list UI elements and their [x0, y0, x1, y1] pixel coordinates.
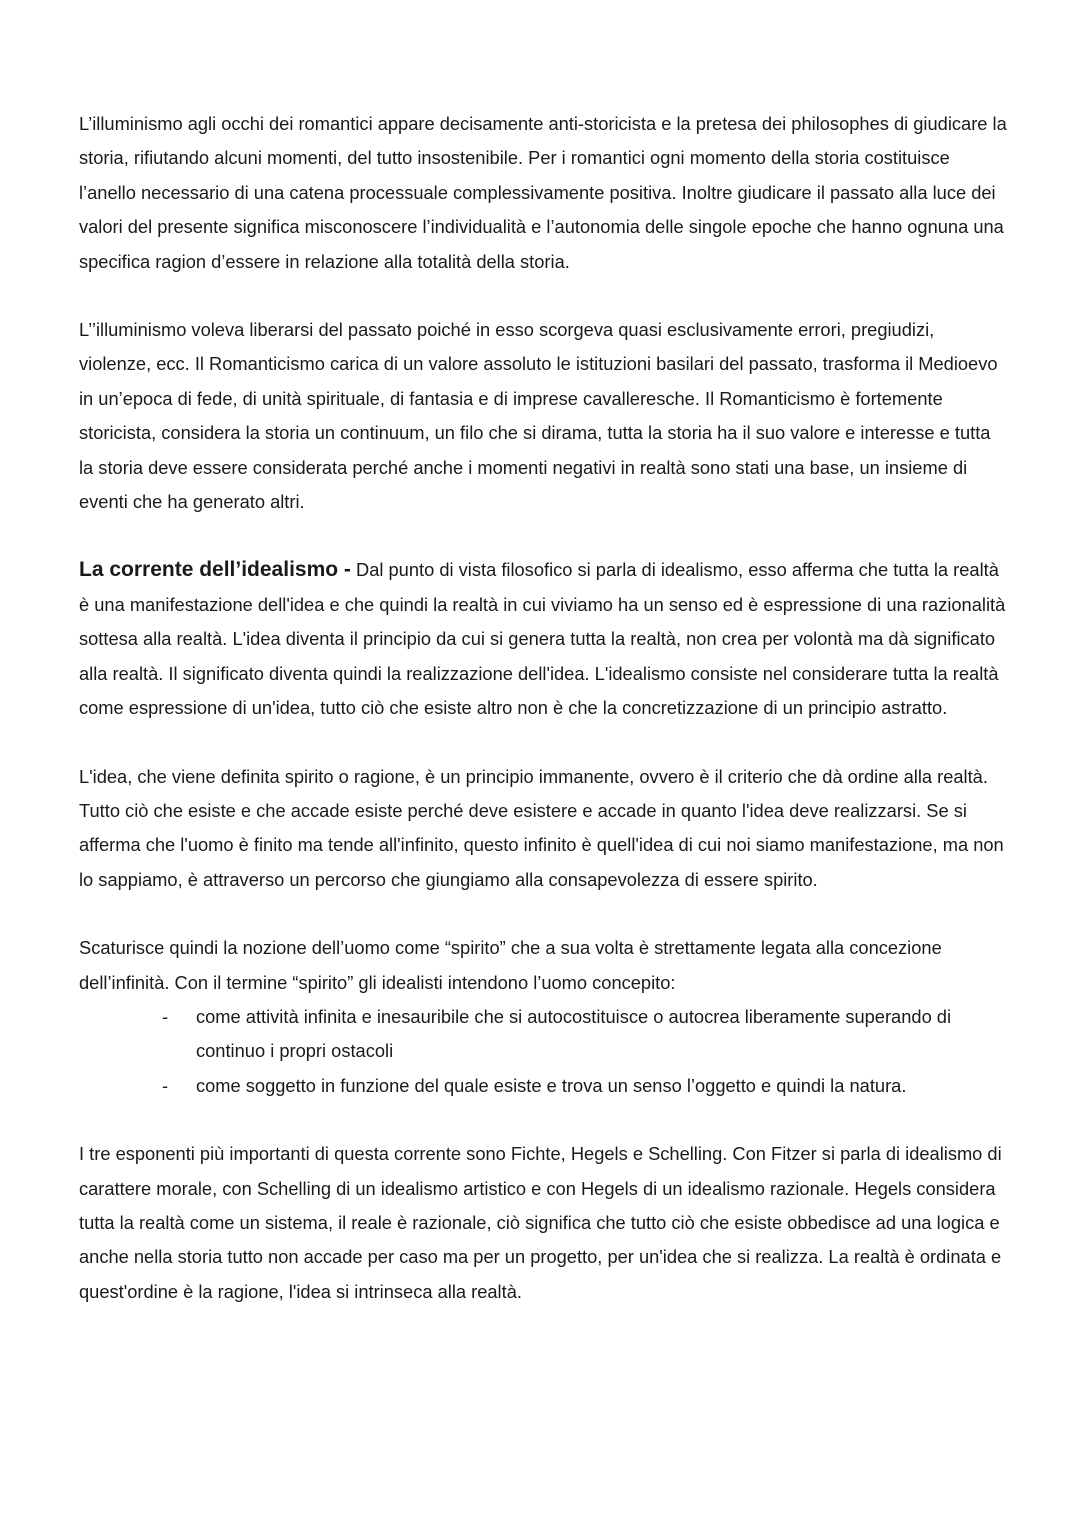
bullet-text: come attività infinita e inesauribile che si autocostituisce o autocrea liberamente superando di continuo i propri ostacoli — [196, 1005, 952, 1062]
bullet-dash: - — [162, 1074, 169, 1096]
paragraph-idealism-body: Dal punto di vista filosofico si parla di idealismo, esso afferma che tutta la realtà è una manifestazione dell'idea e che quindi la realtà in cui viviamo ha un senso ed è espressione di una razionalità sottesa alla realtà. L'idea diventa il principio da cui si genera tutta la realtà, non crea per volontà ma dà significato alla realtà. Il significato diventa quindi la realizzazione dell'idea. L'idealismo consiste nel considerare tutta la realtà come espressione di un'idea, tutto ciò che esiste altro non è che la concretizzazione di un principio astratto. — [79, 559, 1006, 719]
paragraph-idealism — [79, 553, 1009, 725]
bullet-text: come soggetto in funzione del quale esiste e trova un senso l’oggetto e quindi la natura. — [196, 1074, 907, 1096]
bullet-dash: - — [162, 1005, 169, 1027]
paragraph-romantic-vs-enlightenment: L’illuminismo agli occhi dei romantici appare decisamente anti-storicista e la pretesa dei philosophes di giudicare la storia, rifiutando alcuni momenti, del tutto insostenibile. Per i romantici ogni momento della storia costituisce l’anello necessario di una catena processuale complessivamente positiva. Inoltre giudicare il passato alla luce dei valori del presente significa misconoscere l’individualità e l’autonomia delle singole epoche che hanno ognuna una specifica ragion d’essere in relazione alla totalità della storia. — [79, 113, 1007, 272]
paragraph-gap — [79, 726, 1009, 760]
paragraph-romanticism-storicism: L’’illuminismo voleva liberarsi del passato poiché in esso scorgeva quasi esclusivamente errori, pregiudizi, violenze, ecc. Il Romanticismo carica di un valore assoluto le istituzioni basilari del passato, trasforma il Medioevo in un’epoca di fede, di unità spirituale, di fantasia e di imprese cavalleresche. Il Romanticismo è fortemente storicista, considera la storia un continuum, un filo che si dirama, tutta la storia ha il suo valore e interesse e tutta la storia deve essere considerata perché anche i momenti negativi in realtà sono stati una base, un insieme di eventi che ha generato altri. — [79, 319, 998, 513]
paragraph-gap — [79, 519, 1009, 553]
section-heading-idealism: La corrente dell’idealismo - — [79, 558, 351, 582]
document-page — [79, 107, 1009, 1309]
paragraph-gap — [79, 279, 1009, 313]
paragraph-gap — [79, 1103, 1009, 1137]
paragraph-idealism-exponents: I tre esponenti più importanti di questa corrente sono Fichte, Hegels e Schelling. Con Fitzer si parla di idealismo di carattere morale, con Schelling di un idealismo artistico e con Hegels di un idealismo razionale. Hegels considera tutta la realtà come un sistema, il reale è razionale, ciò significa che tutto ciò che esiste obbedisce ad una logica e anche nella storia tutto non accade per caso ma per un progetto, per un'idea che si realizza. La realtà è ordinata e quest'ordine è la ragione, l'idea si intrinseca alla realtà. — [79, 1143, 1002, 1302]
paragraph-spirit-notion: Scaturisce quindi la nozione dell’uomo come “spirito” che a sua volta è strettamente legata alla concezione dell’infinità. Con il termine “spirito” gli idealisti intendono l’uomo concepito: — [79, 937, 942, 993]
paragraph-idea-spirit: L'idea, che viene definita spirito o ragione, è un principio immanente, ovvero è il criterio che dà ordine alla realtà. Tutto ciò che esiste e che accade esiste perché deve esistere e accade in quanto l'idea deve realizzarsi. Se si afferma che l'uomo è finito ma tende all'infinito, questo infinito è quell'idea di cui noi siamo manifestazione, ma non lo sappiamo, è attraverso un percorso che giungiamo alla consapevolezza di essere spirito. — [79, 765, 1004, 890]
bullet-item — [79, 1000, 1009, 1069]
bullet-list-spirit — [79, 1000, 1009, 1103]
bullet-item — [79, 1069, 1009, 1103]
paragraph-gap — [79, 897, 1009, 931]
